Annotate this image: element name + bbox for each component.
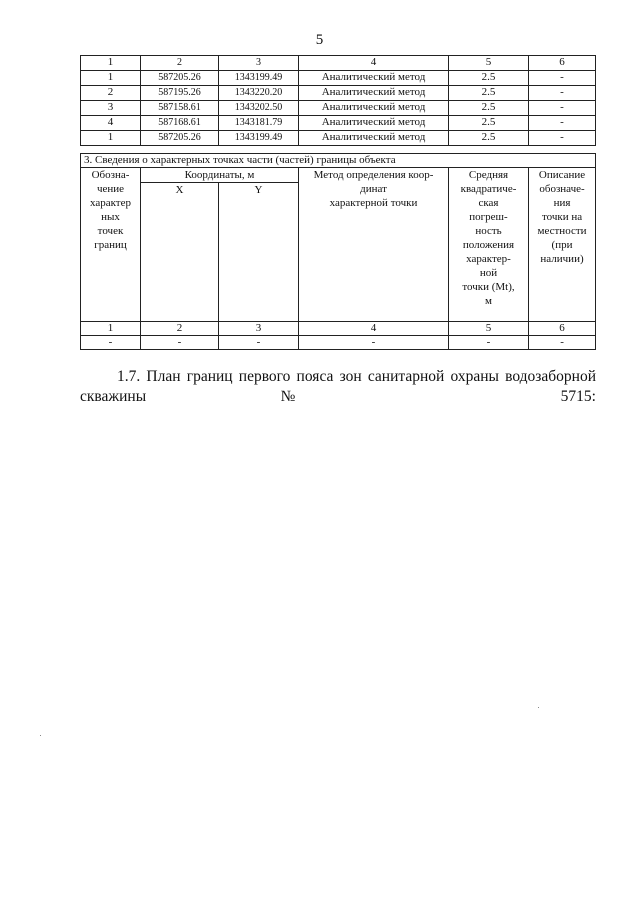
table-cell: Аналитический метод <box>299 71 449 86</box>
column-numbers-row <box>81 322 596 336</box>
column-number-cell: 1 <box>81 322 141 336</box>
table-cell: 1343202.50 <box>219 101 299 116</box>
table-cell: 2 <box>141 56 219 71</box>
section-title: 3. Сведения о характерных точках части (частей) границы объекта <box>81 154 596 168</box>
scan-speck <box>538 707 539 708</box>
table-header-row <box>81 56 596 71</box>
header-error: Средняя квадратиче- ская погреш- ность положения характер- ной точки (Mt), м <box>449 168 529 322</box>
empty-values-row <box>81 336 596 350</box>
header-description: Описание обозначе- ния точки на местности (при наличии) <box>529 168 596 322</box>
table-row <box>81 131 596 146</box>
table-cell: 1343199.49 <box>219 131 299 146</box>
table-cell: 2.5 <box>449 131 529 146</box>
table-cell: - <box>529 131 596 146</box>
table-cell: 587195.26 <box>141 86 219 101</box>
scan-speck <box>40 735 41 736</box>
header-coordinates: Координаты, м <box>141 168 299 183</box>
table-cell: 2.5 <box>449 86 529 101</box>
empty-value-cell: - <box>529 336 596 350</box>
table-cell: 2 <box>81 86 141 101</box>
empty-value-cell: - <box>449 336 529 350</box>
column-number-cell: 4 <box>299 322 449 336</box>
header-x: X <box>141 183 219 322</box>
table-row <box>81 116 596 131</box>
column-number-cell: 3 <box>219 322 299 336</box>
table-cell: 5 <box>449 56 529 71</box>
empty-value-cell: - <box>299 336 449 350</box>
table-cell: 3 <box>219 56 299 71</box>
table-row <box>81 71 596 86</box>
header-designation: Обозна- чение характер ных точек границ <box>81 168 141 322</box>
part-boundary-table <box>80 153 596 350</box>
table-cell: 1343181.79 <box>219 116 299 131</box>
table-cell: Аналитический метод <box>299 86 449 101</box>
table-cell: 6 <box>529 56 596 71</box>
page-number: 5 <box>315 32 324 48</box>
table-cell: 1343199.49 <box>219 71 299 86</box>
table-cell: 1 <box>81 71 141 86</box>
table-cell: 2.5 <box>449 71 529 86</box>
table-cell: - <box>529 86 596 101</box>
table-cell: Аналитический метод <box>299 131 449 146</box>
table-cell: 1 <box>81 56 141 71</box>
column-number-cell: 6 <box>529 322 596 336</box>
table-cell: Аналитический метод <box>299 101 449 116</box>
table-cell: 4 <box>299 56 449 71</box>
points-table <box>80 55 596 146</box>
table-cell: 587205.26 <box>141 131 219 146</box>
empty-value-cell: - <box>81 336 141 350</box>
header-method: Метод определения коор- динат характерной точки <box>299 168 449 322</box>
table-cell: 2.5 <box>449 101 529 116</box>
table-cell: - <box>529 101 596 116</box>
table-cell: 587158.61 <box>141 101 219 116</box>
table-cell: 3 <box>81 101 141 116</box>
table-cell: - <box>529 71 596 86</box>
plan-paragraph: 1.7. План границ первого пояса зон санитарной охраны водозаборной скважины № 5715: <box>80 368 596 405</box>
column-number-cell: 5 <box>449 322 529 336</box>
empty-value-cell: - <box>141 336 219 350</box>
table-cell: 1343220.20 <box>219 86 299 101</box>
table-cell: 4 <box>81 116 141 131</box>
table-row <box>81 101 596 116</box>
table-cell: - <box>529 116 596 131</box>
table-cell: 1 <box>81 131 141 146</box>
header-y: Y <box>219 183 299 322</box>
table-cell: Аналитический метод <box>299 116 449 131</box>
table-cell: 587205.26 <box>141 71 219 86</box>
column-number-cell: 2 <box>141 322 219 336</box>
empty-value-cell: - <box>219 336 299 350</box>
table-row <box>81 86 596 101</box>
table-cell: 2.5 <box>449 116 529 131</box>
table-cell: 587168.61 <box>141 116 219 131</box>
